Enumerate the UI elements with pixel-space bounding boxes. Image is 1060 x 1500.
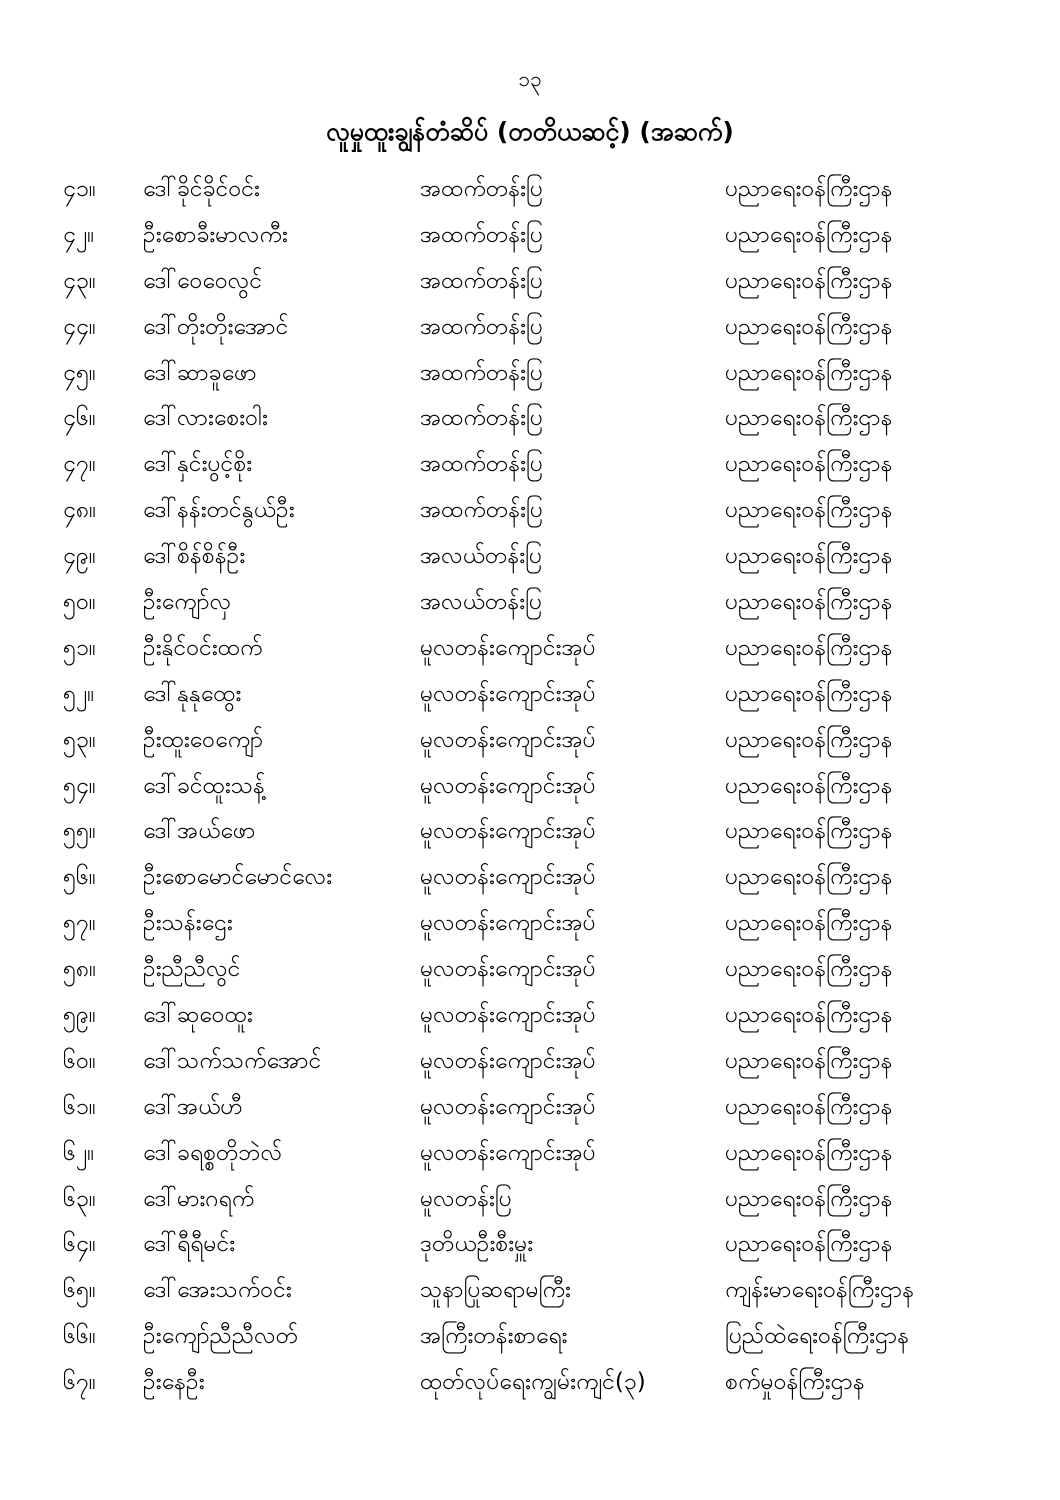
- department-cell: ပညာရေးဝန်ကြီးဌာန: [725, 680, 893, 707]
- table-row: [0, 671, 1060, 717]
- position-cell: အထက်တန်းပြ: [420, 359, 543, 386]
- department-cell: ပညာရေးဝန်ကြီးဌာန: [725, 634, 893, 661]
- row-number: ၄၂။: [63, 221, 95, 248]
- department-cell: စက်မှုဝန်ကြီးဌာန: [725, 1369, 865, 1396]
- row-number: ၄၉။: [63, 543, 96, 570]
- department-cell: ပညာရေးဝန်ကြီးဌာန: [725, 1185, 893, 1212]
- row-number: ၆၁။: [63, 1093, 96, 1120]
- position-cell: မူလတန်းကျောင်းအုပ်: [420, 864, 596, 891]
- table-row: [0, 212, 1060, 258]
- table-row: [0, 763, 1060, 809]
- table-row: [0, 946, 1060, 992]
- department-cell: ပညာရေးဝန်ကြီးဌာန: [725, 543, 893, 570]
- table-row: [0, 166, 1060, 212]
- table-row: [0, 1038, 1060, 1084]
- department-cell: ပညာရေးဝန်ကြီးဌာန: [725, 1231, 893, 1258]
- name-cell: ဒေါ်လားစေးဝါး: [143, 405, 268, 432]
- department-cell: ပညာရေးဝန်ကြီးဌာန: [725, 1139, 893, 1166]
- name-cell: ဒေါ်တိုးတိုးအောင်: [143, 313, 289, 340]
- name-cell: ဒေါ်ဆုဝေထူး: [143, 1001, 253, 1028]
- table-row: [0, 533, 1060, 579]
- award-recipient-list: [0, 166, 1060, 1405]
- table-row: [0, 854, 1060, 900]
- table-row: [0, 395, 1060, 441]
- department-cell: ပညာရေးဝန်ကြီးဌာန: [725, 1093, 893, 1120]
- position-cell: အထက်တန်းပြ: [420, 497, 543, 524]
- row-number: ၄၈။: [63, 497, 97, 524]
- table-row: [0, 1084, 1060, 1130]
- position-cell: မူလတန်းကျောင်းအုပ်: [420, 1001, 596, 1028]
- position-cell: အထက်တန်းပြ: [420, 313, 543, 340]
- table-row: [0, 717, 1060, 763]
- position-cell: မူလတန်းကျောင်းအုပ်: [420, 1047, 596, 1074]
- name-cell: ဒေါ်အယ်ဟီ: [143, 1093, 243, 1120]
- position-cell: ဒုတိယဦးစီးမှူး: [420, 1231, 534, 1258]
- row-number: ၅၅။: [63, 818, 96, 845]
- department-cell: ပညာရေးဝန်ကြီးဌာန: [725, 175, 893, 202]
- name-cell: ဒေါ်ဝေဝေလွင်: [143, 267, 263, 294]
- position-cell: မူလတန်းကျောင်းအုပ်: [420, 1139, 596, 1166]
- table-row: [0, 304, 1060, 350]
- position-cell: သူနာပြုဆရာမကြီး: [420, 1277, 571, 1304]
- name-cell: ဒေါ်မားဂရက်: [143, 1185, 255, 1212]
- page-number: ၁၃: [518, 67, 542, 91]
- department-cell: ပညာရေးဝန်ကြီးဌာန: [725, 1001, 893, 1028]
- position-cell: ထုတ်လုပ်ရေးကျွမ်းကျင်(၃): [420, 1369, 646, 1396]
- row-number: ၅၁။: [63, 634, 96, 661]
- department-cell: ပညာရေးဝန်ကြီးဌာန: [725, 221, 893, 248]
- row-number: ၄၇။: [63, 451, 96, 478]
- name-cell: ဒေါ်နှင်းပွင့်စိုး: [143, 451, 253, 478]
- name-cell: ဒေါ်ခရစ္စတိုဘဲလ်: [143, 1139, 283, 1166]
- name-cell: ဦးကျော်ညီညီလတ်: [143, 1323, 299, 1350]
- name-cell: ဒေါ်အယ်ဖော: [143, 818, 256, 845]
- department-cell: ပညာရေးဝန်ကြီးဌာန: [725, 497, 893, 524]
- name-cell: ဦးညီညီလွင်: [143, 956, 241, 983]
- table-row: [0, 1176, 1060, 1222]
- row-number: ၅၂။: [63, 680, 95, 707]
- name-cell: ဒေါ်ခင်ထူးသန့်: [143, 772, 265, 799]
- row-number: ၄၃။: [63, 267, 96, 294]
- table-row: [0, 1221, 1060, 1267]
- table-row: [0, 350, 1060, 396]
- department-cell: ပညာရေးဝန်ကြီးဌာန: [725, 267, 893, 294]
- row-number: ၆၄။: [63, 1231, 96, 1258]
- name-cell: ဒေါ်ခိုင်ခိုင်ဝင်း: [143, 175, 260, 202]
- name-cell: ဦးစောခီးမာလကီး: [143, 221, 288, 248]
- department-cell: ပညာရေးဝန်ကြီးဌာန: [725, 359, 893, 386]
- department-cell: ပညာရေးဝန်ကြီးဌာန: [725, 1047, 893, 1074]
- department-cell: ပညာရေးဝန်ကြီးဌာန: [725, 405, 893, 432]
- name-cell: ဒေါ်အေးသက်ဝင်း: [143, 1277, 292, 1304]
- name-cell: ဦးသန်းဌေး: [143, 910, 233, 937]
- position-cell: အထက်တန်းပြ: [420, 451, 543, 478]
- department-cell: ပညာရေးဝန်ကြီးဌာန: [725, 451, 893, 478]
- table-row: [0, 1130, 1060, 1176]
- name-cell: ဒေါ်သက်သက်အောင်: [143, 1047, 322, 1074]
- table-row: [0, 1313, 1060, 1359]
- row-number: ၅၃။: [63, 726, 96, 753]
- row-number: ၆၃။: [63, 1185, 96, 1212]
- name-cell: ဦးစောမောင်မောင်လေး: [143, 864, 333, 891]
- row-number: ၅၆။: [63, 864, 96, 891]
- table-row: [0, 992, 1060, 1038]
- position-cell: အထက်တန်းပြ: [420, 267, 543, 294]
- table-row: [0, 1267, 1060, 1313]
- name-cell: ဦးနိုင်ဝင်းထက်: [143, 634, 263, 661]
- position-cell: အထက်တန်းပြ: [420, 405, 543, 432]
- name-cell: ဒေါ်နန်းတင်နွယ်ဦး: [143, 497, 295, 524]
- page-title: လူမှုထူးချွန်တံဆိပ် (တတိယဆင့်) (အဆက်): [326, 117, 734, 146]
- department-cell: ပြည်ထဲရေးဝန်ကြီးဌာန: [725, 1323, 910, 1350]
- position-cell: မူလတန်းကျောင်းအုပ်: [420, 772, 596, 799]
- table-row: [0, 258, 1060, 304]
- position-cell: မူလတန်းကျောင်းအုပ်: [420, 726, 596, 753]
- row-number: ၄၅။: [63, 359, 96, 386]
- department-cell: ပညာရေးဝန်ကြီးဌာန: [725, 772, 893, 799]
- row-number: ၆၂။: [63, 1139, 95, 1166]
- row-number: ၆၆။: [63, 1323, 96, 1350]
- row-number: ၄၄။: [63, 313, 96, 340]
- table-row: [0, 900, 1060, 946]
- name-cell: ဦးထူးဝေကျော်: [143, 726, 264, 753]
- position-cell: အလယ်တန်းပြ: [420, 588, 543, 615]
- position-cell: မူလတန်းကျောင်းအုပ်: [420, 1093, 596, 1120]
- department-cell: ပညာရေးဝန်ကြီးဌာန: [725, 313, 893, 340]
- name-cell: ဦးနေဦး: [143, 1369, 205, 1396]
- row-number: ၄၁။: [63, 175, 96, 202]
- row-number: ၅၄။: [63, 772, 96, 799]
- department-cell: ပညာရေးဝန်ကြီးဌာန: [725, 726, 893, 753]
- position-cell: မူလတန်းကျောင်းအုပ်: [420, 910, 596, 937]
- position-cell: အထက်တန်းပြ: [420, 221, 543, 248]
- name-cell: ဒေါ်ရီရီမင်း: [143, 1231, 236, 1258]
- position-cell: မူလတန်းကျောင်းအုပ်: [420, 956, 596, 983]
- name-cell: ဦးကျော်လှ: [143, 588, 232, 615]
- position-cell: အလယ်တန်းပြ: [420, 543, 543, 570]
- name-cell: ဒေါ်ဆာခူဖော: [143, 359, 257, 386]
- name-cell: ဒေါ်စိန်စိန်ဦး: [143, 543, 246, 570]
- table-row: [0, 579, 1060, 625]
- position-cell: အကြီးတန်းစာရေး: [420, 1323, 568, 1350]
- row-number: ၅၉။: [63, 1001, 96, 1028]
- position-cell: မူလတန်းကျောင်းအုပ်: [420, 634, 596, 661]
- position-cell: မူလတန်းကျောင်းအုပ်: [420, 680, 596, 707]
- department-cell: ပညာရေးဝန်ကြီးဌာန: [725, 588, 893, 615]
- table-row: [0, 808, 1060, 854]
- row-number: ၆၇။: [63, 1369, 96, 1396]
- row-number: ၄၆။: [63, 405, 96, 432]
- name-cell: ဒေါ်နုနုထွေး: [143, 680, 242, 707]
- table-row: [0, 441, 1060, 487]
- row-number: ၆၀။: [63, 1047, 96, 1074]
- position-cell: မူလတန်းကျောင်းအုပ်: [420, 818, 596, 845]
- row-number: ၅၀။: [63, 588, 96, 615]
- table-row: [0, 1359, 1060, 1405]
- row-number: ၅၇။: [63, 910, 96, 937]
- position-cell: အထက်တန်းပြ: [420, 175, 543, 202]
- row-number: ၅၈။: [63, 956, 97, 983]
- department-cell: ပညာရေးဝန်ကြီးဌာန: [725, 956, 893, 983]
- department-cell: ပညာရေးဝန်ကြီးဌာန: [725, 910, 893, 937]
- table-row: [0, 625, 1060, 671]
- department-cell: ပညာရေးဝန်ကြီးဌာန: [725, 818, 893, 845]
- table-row: [0, 487, 1060, 533]
- department-cell: ကျန်းမာရေးဝန်ကြီးဌာန: [725, 1277, 915, 1304]
- position-cell: မူလတန်းပြ: [420, 1185, 512, 1212]
- row-number: ၆၅။: [63, 1277, 96, 1304]
- department-cell: ပညာရေးဝန်ကြီးဌာန: [725, 864, 893, 891]
